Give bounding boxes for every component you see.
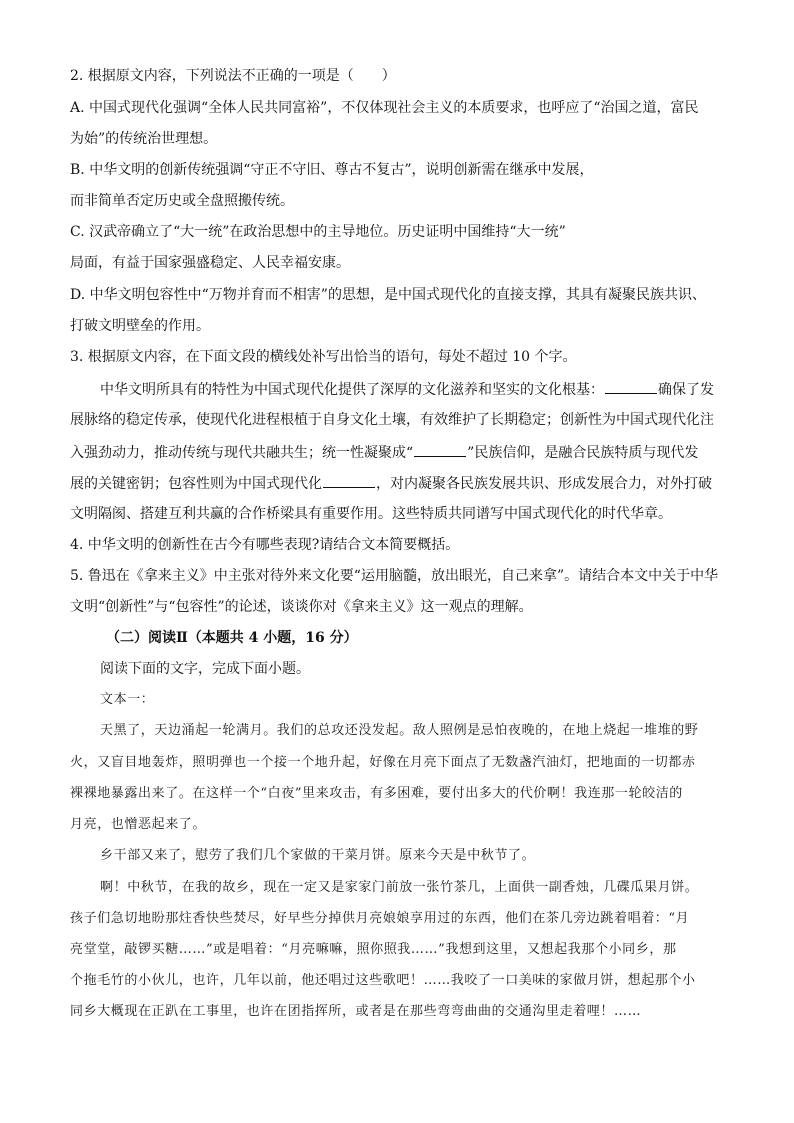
q2-option-c-line1: C. 汉武帝确立了“大一统”在政治思想中的主导地位。历史证明中国维持“大一统” [70,224,566,240]
q3-text: 中华文明所具有的特性为中国式现代化提供了深厚的文化滋养和坚实的文化根基： [100,382,604,398]
q3-text: 入强劲动力，推动传统与现代共融共生；统一性凝聚成“ [70,445,414,461]
passage-line: 月亮，也憎恶起来了。 [70,817,207,832]
passage-line: 孩子们急切地盼那炷香快些焚尽，好早些分掉供月亮娘娘享用过的东西，他们在茶几旁边跳着唱着：“月 [70,911,690,926]
q5-stem-line1: 5. 鲁迅在《拿来主义》中主张对待外来文化要“运用脑髓，放出眼光，自己来拿”。请结合本文中关于中华 [70,568,719,584]
q2-option-a-line2: 为始”的传统治世理想。 [70,131,218,147]
q2-option-d-line1: D. 中华文明包容性中“万物并育而不相害”的思想，是中国式现代化的直接支撑，其具有凝聚民族共识、 [70,287,706,303]
passage-line: 啊！中秋节，在我的故乡，现在一定又是家家门前放一张竹茶几，上面供一副香烛，几碟瓜果月饼。 [100,880,699,895]
q3-paragraph-line1 [100,378,714,400]
passage-line: 亮堂堂，敲锣买糖……”或是唱着：“月亮嘛嘛，照你照我……”我想到这里，又想起我那个小同乡，那 [70,942,677,957]
passage-line: 裸裸地暴露出来了。在这样一个“白夜”里来攻击，有多困难，要付出多大的代价啊！我连那一轮皎洁的 [70,786,683,801]
q3-paragraph-line3 [70,441,698,463]
q3-stem: 3. 根据原文内容，在下面文段的横线处补写出恰当的语句，每处不超过 10 个字。 [70,349,577,365]
q3-text: 展的关键密钥；包容性则为中国式现代化 [70,476,322,492]
q3-text: ”民族信仰，是融合民族特质与现代发 [467,445,699,461]
q2-option-b-line1: B. 中华文明的创新传统强调“守正不守旧、尊古不复古”，说明创新需在继承中发展， [70,162,594,178]
q2-option-a-line1: A. 中国式现代化强调“全体人民共同富裕”，不仅体现社会主义的本质要求，也呼应了“治国之道，富民 [70,100,699,116]
q3-paragraph-line5: 文明隔阂、搭建互利共赢的合作桥梁具有重要作用。这些特质共同谱写中国式现代化的时代华章。 [70,506,672,522]
passage-line: 个拖毛竹的小伙儿，也许，几年以前，他还唱过这些歌吧！……我咬了一口美味的家做月饼，想起那个小 [70,973,696,988]
passage-line: 天黑了，天边涌起一轮满月。我们的总攻还没发起。敌人照例是忌怕夜晚的，在地上烧起一堆堆的野 [100,723,699,738]
fill-blank-1[interactable] [605,378,657,394]
passage-line: 同乡大概现在正趴在工事里，也许在团指挥所，或者是在那些弯弯曲曲的交通沟里走着哩！…… [70,1004,642,1019]
q3-paragraph-line2: 展脉络的稳定传承，使现代化进程根植于自身文化土壤，有效维护了长期稳定；创新性为中国式现代化注 [70,412,714,428]
q3-text: 确保了发 [658,382,714,398]
q4-stem: 4. 中华文明的创新性在古今有哪些表现?请结合文本简要概括。 [70,537,460,553]
q2-option-b-line2: 而非简单否定历史或全盘照搬传统。 [70,193,294,209]
fill-blank-2[interactable] [414,441,466,457]
fill-blank-3[interactable] [323,472,375,488]
section-heading: （二）阅读Ⅱ（本题共 4 小题，16 分） [106,630,358,646]
q2-stem: 2. 根据原文内容，下列说法不正确的一项是（ ） [70,68,396,84]
section-instruction: 阅读下面的文字，完成下面小题。 [100,661,310,677]
passage-line: 火，又盲目地轰炸，照明弹也一个接一个地升起，好像在月亮下面点了无数盏汽油灯，把地面的一切都赤 [70,755,696,770]
q5-stem-line2: 文明“创新性”与“包容性”的论述，谈谈你对《拿来主义》这一观点的理解。 [70,599,533,615]
q3-paragraph-line4 [70,472,712,494]
passage-line: 乡干部又来了，慰劳了我们几个家做的干菜月饼。原来今天是中秋节了。 [100,848,536,863]
text-one-label: 文本一： [100,692,155,707]
q2-option-c-line2: 局面，有益于国家强盛稳定、人民幸福安康。 [70,255,350,271]
q2-option-d-line2: 打破文明壁垒的作用。 [70,318,210,334]
q3-text: ，对内凝聚各民族发展共识、形成发展合力，对外打破 [376,476,712,492]
